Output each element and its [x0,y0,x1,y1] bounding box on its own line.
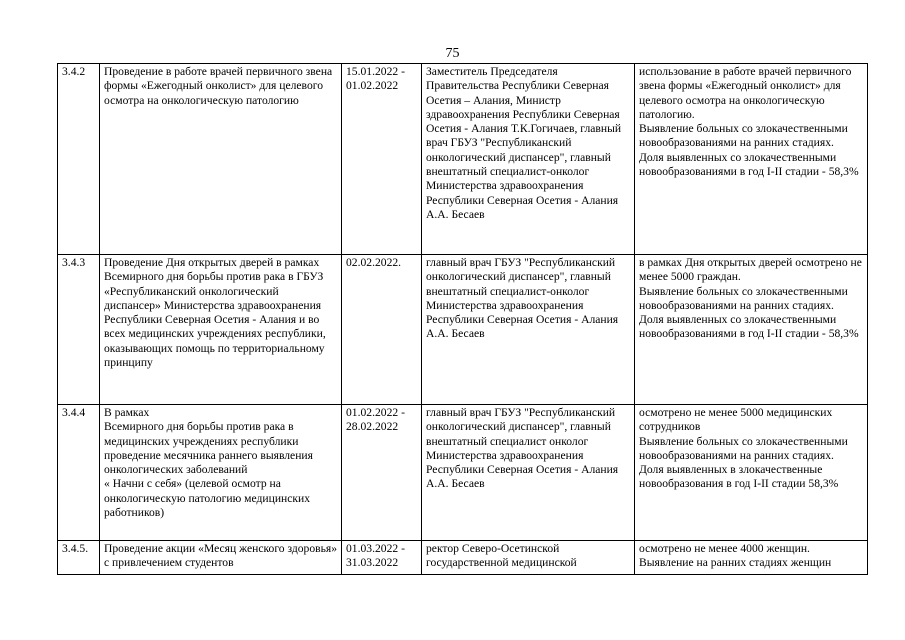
event-description: Проведение в работе врачей первичного звена формы «Ежегодный онколист» для целевого осмотра на онкологическую патологию [100,64,342,255]
activities-table [57,63,868,575]
responsible-persons: ректор Северо-Осетинской государственной медицинской [422,541,635,575]
event-description: Проведение Дня открытых дверей в рамках Всемирного дня борьбы против рака в ГБУЗ «Республиканский онкологический диспансер» Министерства здравоохранения Республики Северная Осетия - Алания и во всех медицинских учреждениях республики, оказывающих помощь по территориальному принципу [100,255,342,405]
table-row [58,541,868,575]
page-number: 75 [445,46,460,61]
event-description: В рамках Всемирного дня борьбы против рака в медицинских учреждениях республики проведение месячника раннего выявления онкологических заболеваний « Начни с себя» (целевой осмотр на онкологическую патологию медицинских работников) [100,405,342,541]
item-number: 3.4.3 [58,255,100,405]
item-number: 3.4.4 [58,405,100,541]
expected-result: осмотрено не менее 4000 женщин. Выявление на ранних стадиях женщин [635,541,868,575]
expected-result: в рамках Дня открытых дверей осмотрено не менее 5000 граждан. Выявление больных со злокачественными новообразованиями на ранних стадиях. Доля выявленных со злокачественными новообразованиями в год I-II стадии - 58,3% [635,255,868,405]
table-row [58,405,868,541]
event-description: Проведение акции «Месяц женского здоровья» с привлечением студентов [100,541,342,575]
item-number: 3.4.2 [58,64,100,255]
responsible-persons: главный врач ГБУЗ "Республиканский онкологический диспансер", главный внештатный специалист онколог Министерства здравоохранения Республики Северная Осетия - Алания А.А. Бесаев [422,405,635,541]
event-dates: 01.02.2022 - 28.02.2022 [342,405,422,541]
event-dates: 02.02.2022. [342,255,422,405]
event-dates: 01.03.2022 - 31.03.2022 [342,541,422,575]
expected-result: осмотрено не менее 5000 медицинских сотрудников Выявление больных со злокачественными новообразованиями на ранних стадиях. Доля выявленных в злокачественные новообразования в год I-II стадии 58,3% [635,405,868,541]
responsible-persons: главный врач ГБУЗ "Республиканский онкологический диспансер", главный внештатный специалист-онколог Министерства здравоохранения Республики Северная Осетия - Алания А.А. Бесаев [422,255,635,405]
table-row [58,255,868,405]
responsible-persons: Заместитель Председателя Правительства Республики Северная Осетия – Алания, Министр здравоохранения Республики Северная Осетия - Алания Т.К.Гогичаев, главный врач ГБУЗ "Республиканский онкологический диспансер", главный внештатный специалист-онколог Министерства здравоохранения Республики Северная Осетия - Алания А.А. Бесаев [422,64,635,255]
expected-result: использование в работе врачей первичного звена формы «Ежегодный онколист» для целевого осмотра на онкологическую патологию. Выявление больных со злокачественными новообразованиями на ранних стадиях. Доля выявленных со злокачественными новообразованиями в год I-II стадии - 58,3% [635,64,868,255]
item-number: 3.4.5. [58,541,100,575]
event-dates: 15.01.2022 - 01.02.2022 [342,64,422,255]
table-row [58,64,868,255]
